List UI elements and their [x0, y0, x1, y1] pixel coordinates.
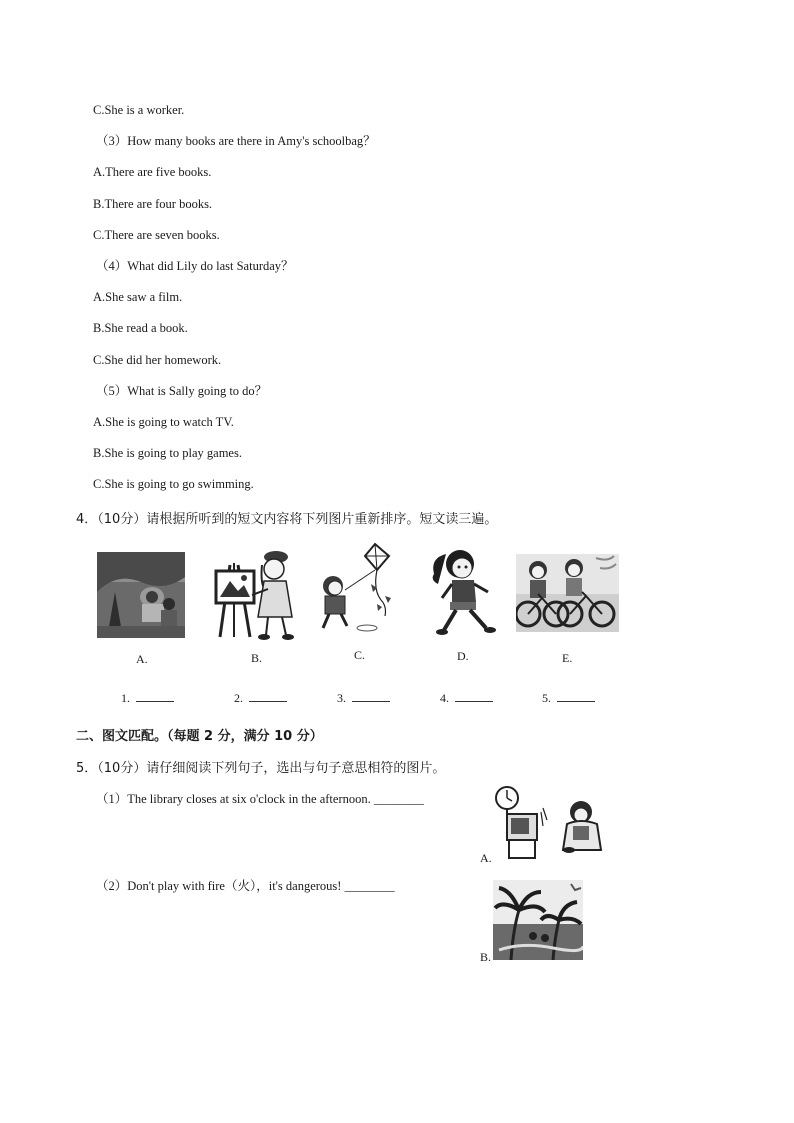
answer-option: C.There are seven books.: [93, 227, 220, 242]
option-a-label: A.: [480, 851, 492, 865]
picture-label: B.: [251, 651, 263, 665]
answer-option: C.She is a worker.: [93, 103, 185, 117]
order-blank-number: 1.: [121, 691, 130, 705]
answer-option: B.There are four books.: [93, 196, 213, 211]
order-blank-number: 4.: [440, 691, 449, 705]
answer-option: A.She saw a film.: [93, 290, 183, 305]
match-item-1: （1）The library closes at six o'clock in the afternoon. ________: [96, 792, 424, 806]
order-blank[interactable]: [121, 690, 174, 706]
option-b-label: B.: [480, 950, 492, 964]
question-prompt: （5）What is Sally going to do？: [96, 383, 268, 398]
question-prompt: （4）What did Lily do last Saturday？: [96, 259, 294, 273]
answer-option: C.She is going to go swimming.: [93, 477, 254, 492]
picture-label: A.: [136, 652, 148, 666]
order-blank[interactable]: [440, 690, 493, 706]
answer-option: A.There are five books.: [93, 165, 212, 180]
match-item-2: （2）Don't play with fire（火），it's dangerous! ________: [96, 879, 395, 893]
order-blank-number: 2.: [234, 691, 243, 705]
girl-running-icon: [428, 546, 498, 638]
picture-label: C.: [354, 648, 366, 662]
order-blank-number: 3.: [337, 691, 346, 705]
beach-palm-trees-photo-icon: [493, 880, 583, 960]
order-blank[interactable]: [542, 690, 595, 706]
section-2-heading: 二、图文匹配。（每题 2 分，满分 10 分）: [76, 729, 323, 744]
picture-label: E.: [562, 651, 573, 665]
order-blank-number: 5.: [542, 691, 551, 705]
answer-underline[interactable]: [557, 690, 595, 702]
answer-underline[interactable]: [136, 690, 174, 702]
kids-riding-bikes-icon: [516, 554, 619, 632]
answer-underline[interactable]: [352, 690, 390, 702]
order-blank[interactable]: [337, 690, 390, 706]
boy-flying-kite-icon: [315, 540, 403, 634]
answer-option: C.She did her homework.: [93, 352, 222, 367]
question-5-title: 5．（10分）请仔细阅读下列句子，选出与句子意思相符的图片。: [76, 761, 446, 776]
order-blank[interactable]: [234, 690, 287, 706]
answer-option: A.She is going to watch TV.: [93, 415, 234, 429]
answer-underline[interactable]: [249, 690, 287, 702]
answer-underline[interactable]: [455, 690, 493, 702]
clock-and-boy-watching-tv-icon: [493, 784, 605, 860]
answer-option: B.She is going to play games.: [93, 446, 242, 461]
reading-under-tree-photo-icon: [97, 552, 185, 638]
answer-option: B.She read a book.: [93, 321, 188, 336]
question-4-title: 4．（10分）请根据所听到的短文内容将下列图片重新排序。短文读三遍。: [76, 512, 498, 527]
picture-label: D.: [457, 649, 469, 663]
question-prompt: （3）How many books are there in Amy's schoolbag？: [96, 134, 376, 149]
girl-painting-easel-icon: [212, 545, 298, 640]
